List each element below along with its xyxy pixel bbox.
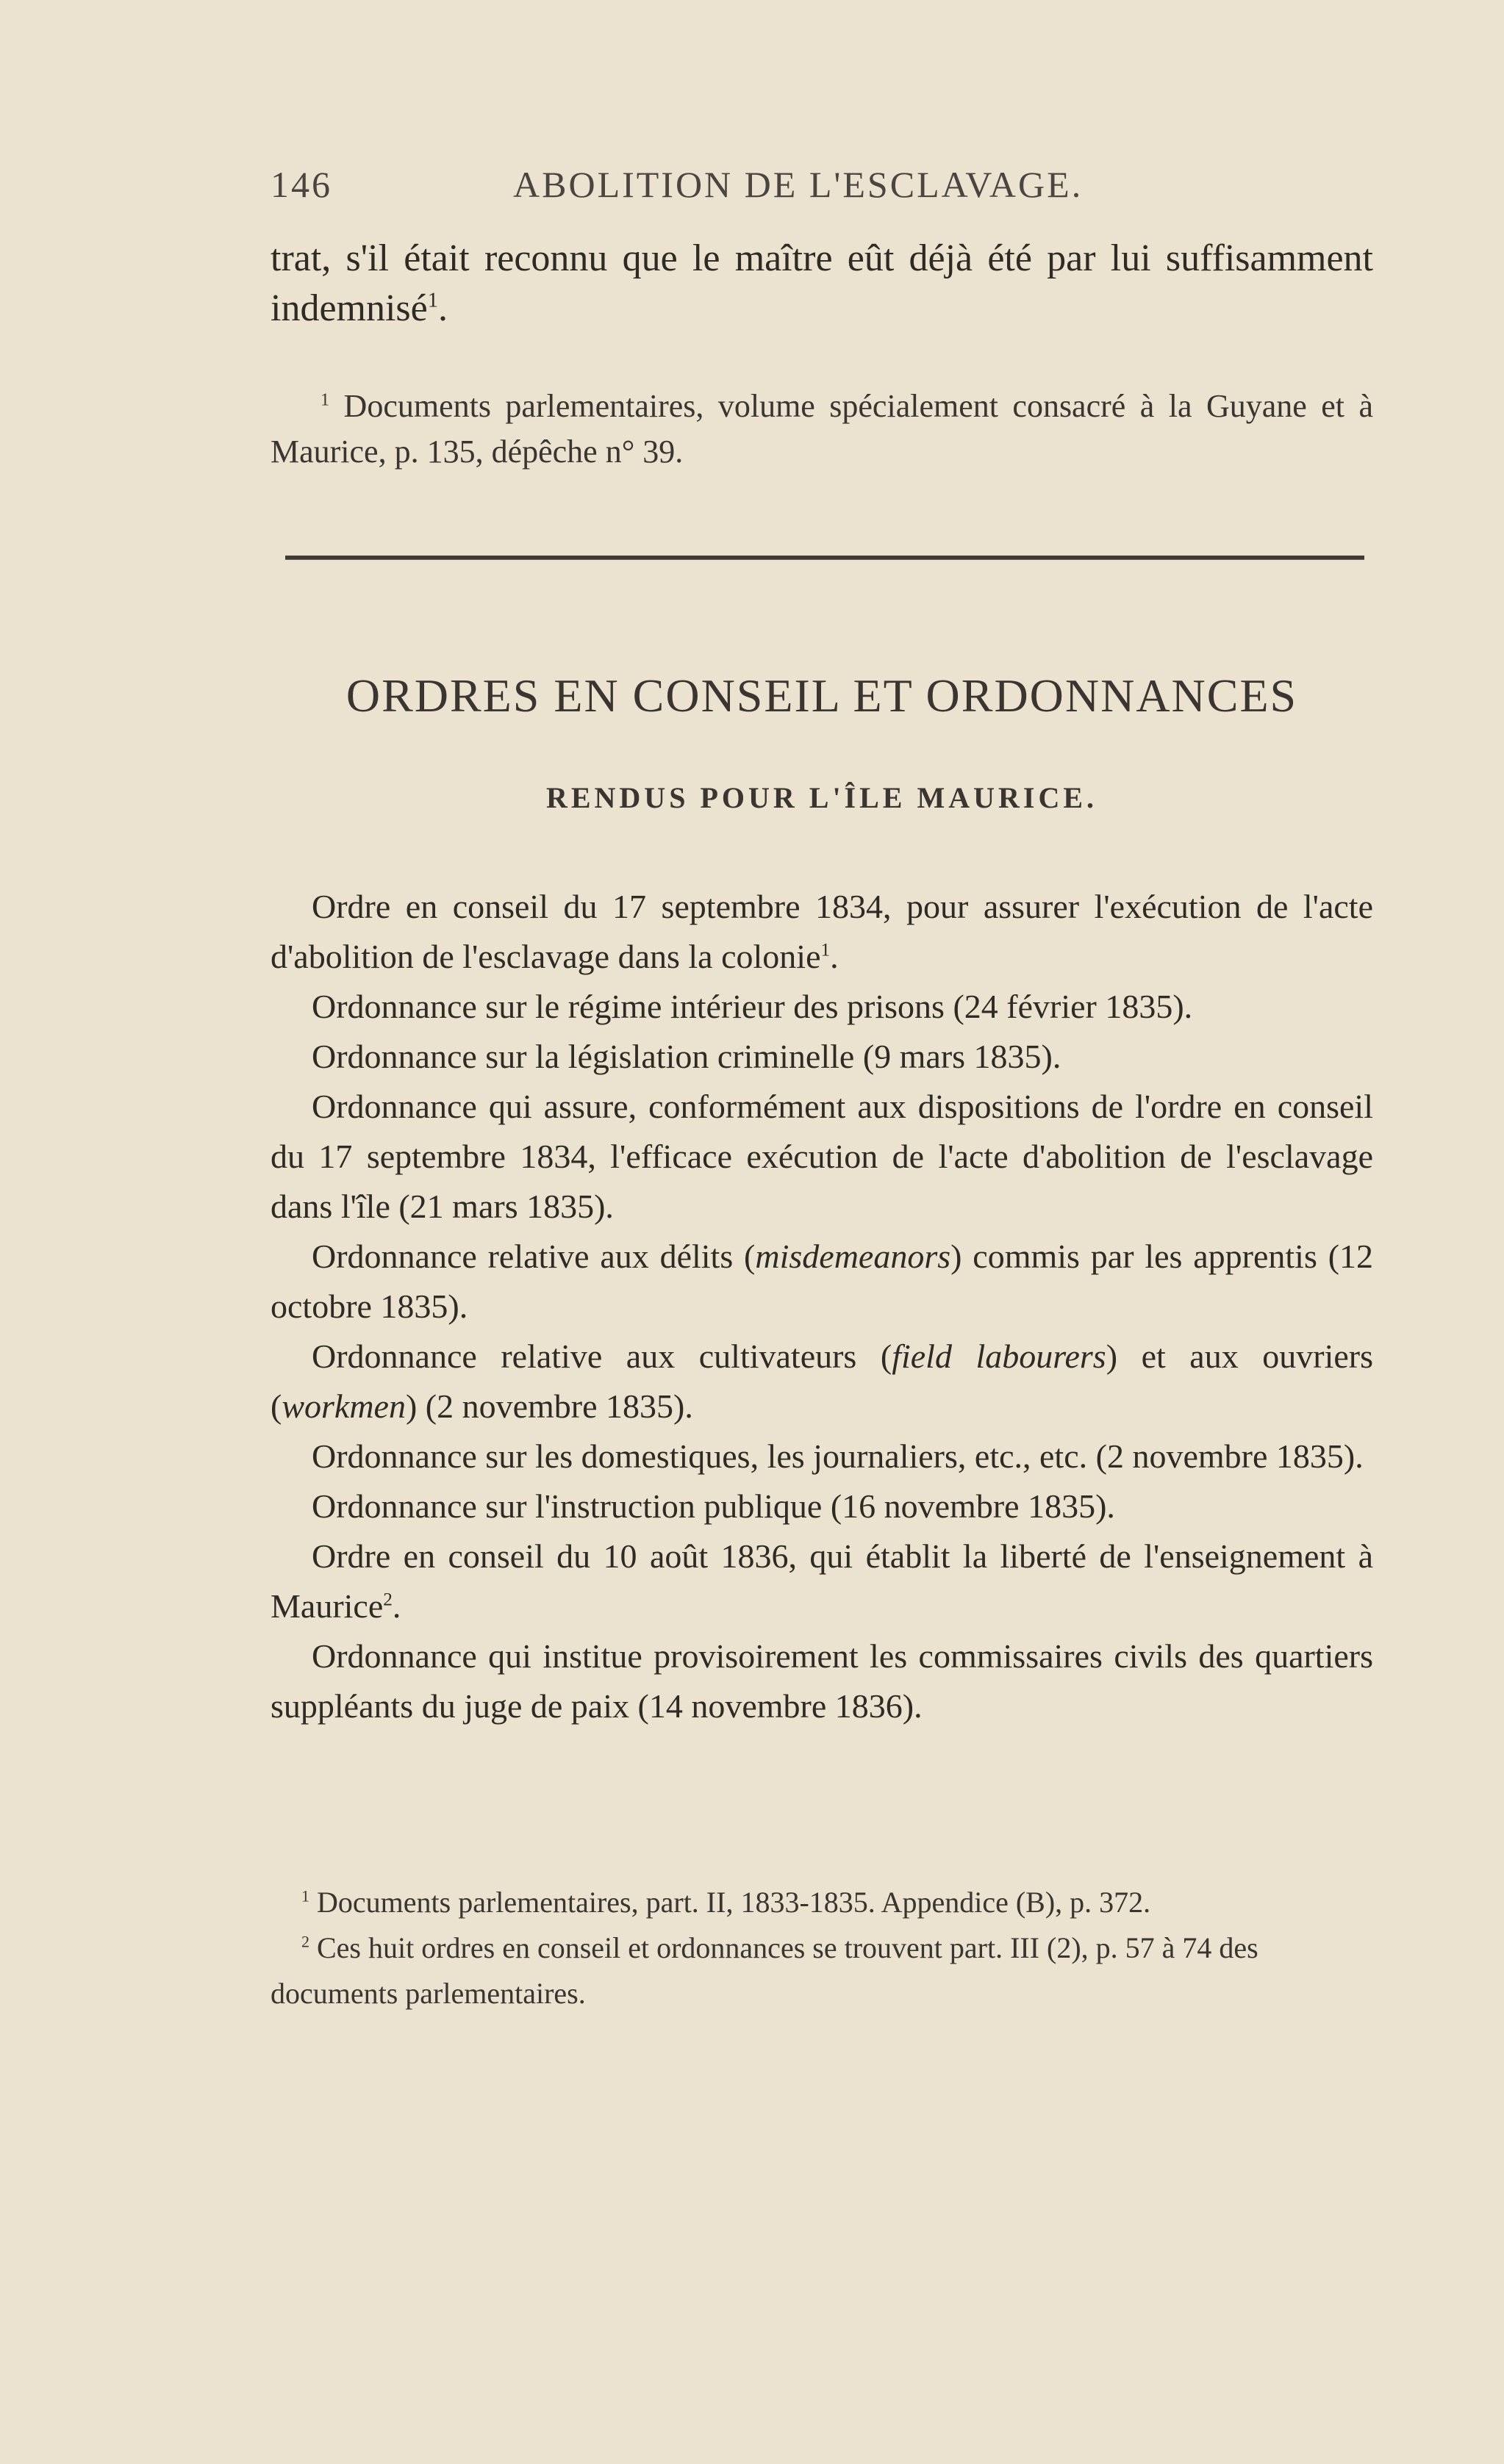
footnote-marker: 2 bbox=[301, 1932, 309, 1951]
section-subtitle: RENDUS POUR L'ÎLE MAURICE. bbox=[545, 781, 1098, 814]
footnote-reference: 1 bbox=[820, 939, 831, 960]
section-divider-rule bbox=[285, 556, 1364, 560]
top-footnote-text: $^1$ Documents parlementaires, volume spécialement consacré à la Guyane et à Maurice, p. 135, dépêche n° 39. bbox=[271, 388, 1373, 470]
list-item: Ordonnance sur l'instruction publique (16 novembre 1835). bbox=[312, 1487, 1115, 1525]
page-header bbox=[271, 163, 1373, 215]
footnote-marker: 1 bbox=[301, 1886, 309, 1906]
english-term: misdemeanors bbox=[755, 1238, 951, 1275]
top-footnote bbox=[271, 384, 1373, 475]
list-item: Ordonnance relative aux cultivateurs (field labourers) et aux ouvriers (workmen) (2 novembre 1835). bbox=[271, 1337, 1373, 1425]
continuation-text: trat, s'il était reconnu que le maître eût déjà été par lui suffisamment indemnisé$^1$. bbox=[271, 237, 1373, 329]
list-item: Ordre en conseil du 10 août 1836, qui établit la liberté de l'enseignement à Maurice$^2$. bbox=[271, 1537, 1373, 1625]
english-term: workmen bbox=[282, 1387, 406, 1425]
section-title: ORDRES EN CONSEIL ET ORDONNANCES bbox=[345, 669, 1298, 722]
list-item: Ordre en conseil du 17 septembre 1834, pour assurer l'exécution de l'acte d'abolition de l'esclavage dans la colonie$^1$. bbox=[271, 888, 1373, 975]
footnote-reference: 1 bbox=[427, 289, 439, 312]
list-item: Ordonnance sur les domestiques, les journaliers, etc., etc. (2 novembre 1835). bbox=[312, 1437, 1364, 1475]
list-item: Ordonnance qui institue provisoirement les commissaires civils des quartiers suppléants du juge de paix (14 novembre 1836). bbox=[271, 1637, 1373, 1725]
list-item: Ordonnance relative aux délits (misdemeanors) commis par les apprentis (12 octobre 1835). bbox=[271, 1238, 1374, 1325]
list-item: Ordonnance sur le régime intérieur des prisons (24 février 1835). bbox=[312, 988, 1193, 1025]
list-item: Ordonnance qui assure, conformément aux dispositions de l'ordre en conseil du 17 septembre 1834, l'efficace exécution de l'acte d'abolition de l'esclavage dans l'île (21 mars 1835). bbox=[271, 1088, 1373, 1225]
continuation-paragraph bbox=[271, 234, 1373, 334]
running-title: ABOLITION DE L'ESCLAVAGE. bbox=[513, 164, 1084, 205]
footnote: $^1$ Documents parlementaires, part. II, 1833-1835. Appendice (B), p. 372. bbox=[301, 1886, 1151, 1919]
page-footnotes bbox=[271, 1880, 1373, 2016]
page-number: 146 bbox=[271, 164, 332, 205]
ordinance-list bbox=[271, 882, 1373, 1731]
english-term: field labourers bbox=[892, 1337, 1106, 1375]
footnote: $^2$ Ces huit ordres en conseil et ordonnances se trouvent part. III (2), p. 57 à 74 des documents parlementaires. bbox=[271, 1931, 1258, 2010]
footnote-marker: 1 bbox=[321, 389, 330, 410]
list-item: Ordonnance sur la législation criminelle (9 mars 1835). bbox=[312, 1038, 1061, 1075]
footnote-reference: 2 bbox=[383, 1589, 393, 1610]
